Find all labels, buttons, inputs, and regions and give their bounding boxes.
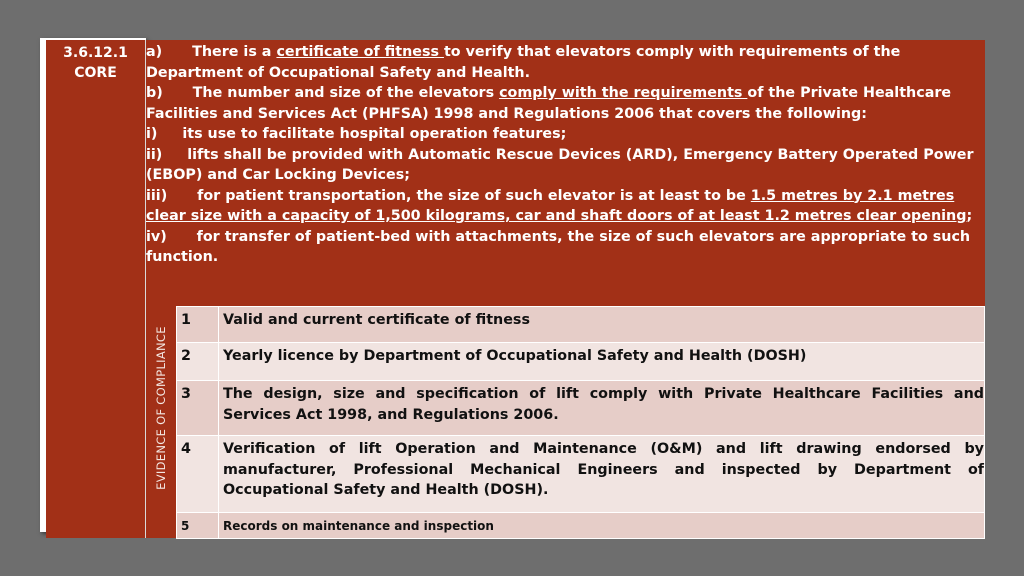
requirement-iii xyxy=(146,186,980,227)
requirement-a-before: There is a xyxy=(192,44,277,60)
evidence-row-number: 3 xyxy=(177,381,219,436)
evidence-row-text: Verification of lift Operation and Maintenance (O&M) and lift drawing endorsed by manufacturer, Professional Mechanical Engineers and inspected by Department of Occupational Safety and Health (DOSH). xyxy=(219,436,985,513)
requirement-b-underlined: comply with the requirements xyxy=(499,85,748,101)
evidence-row-number: 1 xyxy=(177,307,219,343)
requirement-i-marker: i) xyxy=(146,126,158,142)
requirement-b-before: The number and size of the elevators xyxy=(192,85,500,101)
requirement-a-after: to verify that elevators comply with requirements of the Department of Occupational Safety and Health. xyxy=(146,44,901,81)
requirement-ii-text: lifts shall be provided with Automatic Rescue Devices (ARD), Emergency Battery Operated Power (EBOP) and Car Locking Devices; xyxy=(146,146,974,183)
requirement-ii xyxy=(146,145,980,186)
requirement-iii-underlined: 1.5 metres by 2.1 metres clear size with a capacity of 1,500 kilograms, car and shaft doors of at least 1.2 metres clear opening xyxy=(146,187,967,224)
standard-code-cell xyxy=(46,40,146,538)
evidence-row-text: Valid and current certificate of fitness xyxy=(219,307,985,343)
evidence-row xyxy=(177,381,985,436)
requirement-iv-text: for transfer of patient-bed with attachments, the size of such elevators are appropriate to such function. xyxy=(146,228,971,265)
requirement-iv-marker: iv) xyxy=(146,228,167,245)
requirement-a xyxy=(146,42,980,83)
requirement-iii-before: for patient transportation, the size of such elevator is at least to be xyxy=(197,187,751,204)
requirement-b xyxy=(146,83,980,124)
requirement-iv xyxy=(146,227,980,268)
requirement-text xyxy=(146,42,980,268)
evidence-row-text: Yearly licence by Department of Occupational Safety and Health (DOSH) xyxy=(219,343,985,381)
evidence-row-number: 5 xyxy=(177,513,219,539)
standard-number: 3.6.12.1 xyxy=(63,45,128,61)
evidence-row xyxy=(177,307,985,343)
standard-category: CORE xyxy=(74,65,117,81)
requirement-i-text: its use to facilitate hospital operation features; xyxy=(182,126,567,142)
evidence-row-text xyxy=(219,513,985,539)
requirement-i xyxy=(146,124,980,145)
evidence-label: EVIDENCE OF COMPLIANCE xyxy=(154,326,168,490)
requirement-iii-marker: iii) xyxy=(146,187,168,204)
evidence-table xyxy=(176,306,985,539)
requirement-ii-marker: ii) xyxy=(146,146,163,163)
evidence-label-wrap xyxy=(146,306,176,510)
evidence-row-number: 4 xyxy=(177,436,219,513)
evidence-row-number: 2 xyxy=(177,343,219,381)
requirement-b-marker: b) xyxy=(146,85,163,101)
requirement-b-after: of the Private Healthcare Facilities and Services Act (PHFSA) 1998 and Regulations 2006 that covers the following: xyxy=(146,85,952,122)
evidence-label-cell xyxy=(146,306,176,538)
evidence-row-text: The design, size and specification of lift comply with Private Healthcare Facilities and Services Act 1998, and Regulations 2006. xyxy=(219,381,985,436)
requirement-a-underlined: certificate of fitness xyxy=(276,44,444,60)
evidence-row xyxy=(177,436,985,513)
evidence-row xyxy=(177,343,985,381)
standard-slide xyxy=(46,40,985,538)
requirement-a-marker: a) xyxy=(146,44,163,60)
evidence-row xyxy=(177,513,985,539)
evidence-row-text-bold: Records on maintenance and inspection xyxy=(223,519,494,533)
requirement-iii-after: ; xyxy=(966,208,973,224)
